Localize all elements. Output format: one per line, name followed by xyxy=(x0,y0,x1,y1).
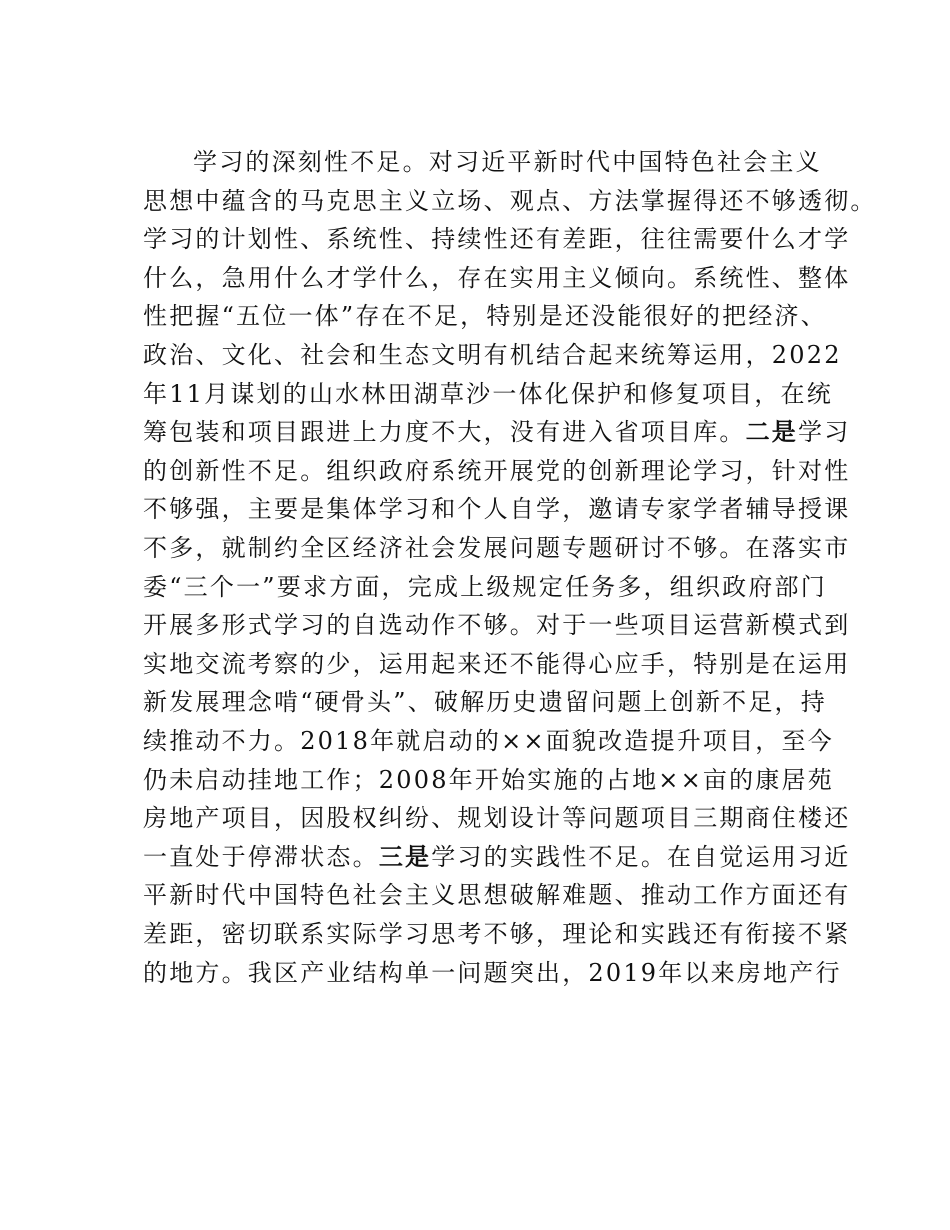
document-line xyxy=(143,493,850,525)
document-line xyxy=(143,223,850,255)
document-line xyxy=(143,185,877,217)
document-line xyxy=(143,841,850,873)
line-text: 平新时代中国特色社会主义思想破解难题、推动工作方面还有 xyxy=(143,881,851,910)
line-text: 学习 xyxy=(798,418,851,447)
document-line xyxy=(143,378,833,410)
line-text: 年11月谋划的山水林田湖草沙一体化保护和修复项目，在统 xyxy=(143,379,833,408)
section-marker: 二是 xyxy=(745,418,799,447)
document-line xyxy=(143,648,850,680)
line-text: 学习的计划性、系统性、持续性还有差距，往往需要什么才学 xyxy=(143,225,851,254)
line-text: 不够强，主要是集体学习和个人自学，邀请专家学者辅导授课 xyxy=(143,495,851,524)
line-text: 的地方。我区产业结构单一问题突出，2019年以来房地产行 xyxy=(143,958,842,987)
line-text: 什么，急用什么才学什么，存在实用主义倾向。系统性、整体 xyxy=(143,263,851,292)
line-text: 学习的实践性不足。在自觉运用习近 xyxy=(431,842,851,871)
line-text: 房地产项目，因股权纠纷、规划设计等问题项目三期商住楼还 xyxy=(143,804,851,833)
line-text: 开展多形式学习的自选动作不够。对于一些项目运营新模式到 xyxy=(143,611,851,640)
document-line xyxy=(143,300,827,332)
line-text: 筹包装和项目跟进上力度不大，没有进入省项目库。 xyxy=(143,418,746,447)
document-line xyxy=(143,455,850,487)
document-line xyxy=(143,918,850,950)
line-text: 的创新性不足。组织政府系统开展党的创新理论学习，针对性 xyxy=(143,456,851,485)
line-text: 实地交流考察的少，运用起来还不能得心应手，特别是在运用 xyxy=(143,649,851,678)
line-text: 政治、文化、社会和生态文明有机结合起来统筹运用，2022 xyxy=(143,341,842,369)
document-line xyxy=(143,416,850,448)
document-line xyxy=(193,146,822,178)
line-text: 委“三个一”要求方面，完成上级规定任务多，组织政府部门 xyxy=(143,572,827,601)
section-marker: 三是 xyxy=(378,842,432,871)
document-line xyxy=(143,686,827,718)
document-line xyxy=(143,957,842,989)
line-text: 不多，就制约全区经济社会发展问题专题研讨不够。在落实市 xyxy=(143,534,851,562)
line-text: 思想中蕴含的马克思主义立场、观点、方法掌握得还不够透彻。 xyxy=(143,186,877,215)
line-text: 学习的深刻性不足。对习近平新时代中国特色社会主义 xyxy=(193,148,822,176)
line-text: 仍未启动挂地工作；2008年开始实施的占地××亩的康居苑 xyxy=(143,765,834,794)
document-line xyxy=(143,764,834,796)
line-text: 性把握“五位一体”存在不足，特别是还没能很好的把经济、 xyxy=(143,302,827,331)
line-text: 差距，密切联系实际学习思考不够，理论和实践还有衔接不紧 xyxy=(143,920,851,948)
document-line xyxy=(143,532,850,564)
document-line xyxy=(143,262,850,294)
line-text: 续推动不力。2018年就启动的××面貌改造提升项目，至今 xyxy=(143,727,834,755)
document-line xyxy=(143,879,850,911)
line-text: 一直处于停滞状态。 xyxy=(143,842,379,871)
document-line xyxy=(143,571,827,603)
document-line xyxy=(143,339,842,371)
document-line xyxy=(143,802,850,834)
document-line xyxy=(143,725,834,757)
line-text: 新发展理念啃“硬骨头”、破解历史遗留问题上创新不足，持 xyxy=(143,688,827,717)
document-line xyxy=(143,609,850,641)
